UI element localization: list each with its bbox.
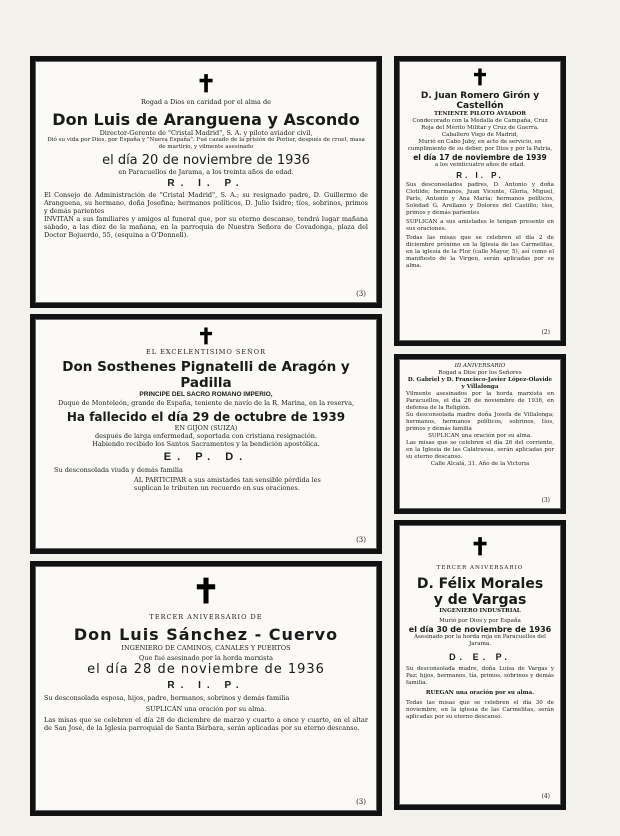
age-text: a los veinticuatro años de edad. xyxy=(434,162,526,168)
anniversary-text: III ANIVERSARIO xyxy=(454,363,506,369)
place-text: Caballero Viejo de Madrid, xyxy=(441,132,519,138)
death-date: Ha fallecido el día 29 de octubre de 1939 xyxy=(66,410,346,424)
bio2-text: Asesinado por la horda roja en Paracuellos del Jarama. xyxy=(414,634,546,647)
bio-text: Murió en Cabo Juby, en acto de servicio, en cumplimiento de su deber, por Dios y por la Patria, xyxy=(407,139,553,152)
rip-text: D. E. P. xyxy=(449,652,511,662)
masses-text: Todas las misas que se celebren el día 2 de diciembre próximo en la Iglesia de las Carmelitas, en la iglesia de la Flor (calle Mayor, 5), así como el manifiesto de la Virgen, serán aplicadas por su alma. xyxy=(406,235,554,269)
family-text: Su desconsolada esposa, hijos, padre, hermanos, sobrinos y demás familia xyxy=(44,694,290,702)
masses-text: Las misas que se celebren el día 26 del corriente, en la Iglesia de las Calatravas, serán aplicadas por su eterno descanso. xyxy=(406,440,554,460)
role-text: INGENIERO INDUSTRIAL xyxy=(439,608,521,614)
obituary-morales-vargas xyxy=(394,520,566,810)
ref-number: (3) xyxy=(541,497,550,504)
deceased-name: Don Sosthenes Pignatelli de Aragón y Padilla xyxy=(62,359,350,391)
ref-number: (4) xyxy=(541,793,550,800)
masses-text: Las misas que se celebren el día 28 de diciembre de marzo y cuarto a once y cuarto, en el altar de San José, de la Iglesia parroquial de Santa Bárbara, serán aplicadas por su eterno descanso. xyxy=(44,716,368,732)
death-date: el día 28 de noviembre de 1936 xyxy=(87,662,325,677)
title-prefix: EL EXCELENTISIMO SEÑOR xyxy=(146,348,266,356)
ref-number: (2) xyxy=(541,329,550,336)
age-text: en Paracuellos de Jarama, a los treinta años de edad. xyxy=(118,168,294,176)
death-date: el día 17 de noviembre de 1939 xyxy=(413,153,547,162)
intro-text: Rogad a Dios por los Señores xyxy=(438,370,522,376)
anniversary-text: TERCER ANIVERSARIO DE xyxy=(149,613,263,621)
obituary-pignatelli xyxy=(30,314,382,554)
deceased-name-line2: y de Vargas xyxy=(433,592,527,608)
masses-text: Todas las misas que se celebren el día 30 de noviembre, en la iglesia de las Carmelitas, serán aplicadas por su eterno descanso. xyxy=(406,700,554,720)
ruegan-text: RUEGAN una oración por su alma. xyxy=(425,690,535,696)
family-text: El Consejo de Administración de "Cristal Madrid", S. A.; su resignado padre, D. Guillermo de Aranguena, su hermano, doña Josefina; hermanos políticos, D. Julio Isidro; tíos, sobrinos, primos y demás parientes xyxy=(44,191,368,215)
bio-text: Dió su vida por Dios, por España y "Nueva España". Fué cazado de la prisión de Porlier, después de cruel, masa de martirio, y vilmente asesinado xyxy=(47,137,365,150)
suplican-text: SUPLICAN una oración por su alma. xyxy=(145,705,267,713)
deceased-name: D. Juan Romero Girón y Castellón xyxy=(420,91,540,111)
participar-text: AL PARTICIPAR a sus amistades tan sensible pérdida les suplican le tributen un recuerdo en sus oraciones. xyxy=(134,476,321,492)
after-text: después de larga enfermedad, soportada con cristiana resignación. xyxy=(94,432,318,440)
deceased-name: Don Luis Sánchez - Cuervo xyxy=(73,625,339,644)
death-date: el día 20 de noviembre de 1936 xyxy=(102,153,310,168)
intro-text: Rogad a Dios en caridad por el alma de xyxy=(141,98,271,106)
obituary-sanchez-cuervo xyxy=(30,561,382,816)
place-text: EN GIJON (SUIZA) xyxy=(174,424,238,432)
cross-icon: ✝ xyxy=(196,324,216,350)
obituary-lopez-olavide xyxy=(394,354,566,514)
honors-text: Condecorado con la Medalla de Campaña, Cruz Roja del Mérito Militar y Cruz de Guerra. xyxy=(412,118,548,131)
deceased-name: Don Luis de Aranguena y Ascondo xyxy=(52,110,360,129)
ref-number: (3) xyxy=(356,290,366,298)
ref-number: (3) xyxy=(356,798,366,806)
death-date: el día 30 de noviembre de 1936 xyxy=(408,625,552,634)
deceased-name-line1: D. Félix Morales xyxy=(416,576,544,592)
family-text: Su desconsolada madre doña Josefa de Villalonga; hermanos, hermanos políticos, sobrinos, tíos, primos y demás familia xyxy=(406,412,554,432)
anniversary-text: TERCER ANIVERSARIO xyxy=(436,565,524,571)
obituary-aranguena xyxy=(30,56,382,308)
cross-icon: ✝ xyxy=(470,65,490,91)
role-text: Director-Gerente de "Cristal Madrid", S. A. y piloto aviador civil, xyxy=(99,129,313,137)
rank-text: PRINCIPE DEL SACRO ROMANO IMPERIO, xyxy=(139,391,273,398)
obituary-romero-giron xyxy=(394,56,566,346)
deceased-name: D. Gabriel y D. Francisco-Javier López-Olavide y Villalonga xyxy=(407,377,553,390)
bio-text: Vilmente asesinados por la horda marxista en Paracuellos, el día 26 de noviembre de 1936, en defensa de la Religión. xyxy=(406,391,554,411)
rip-text: E. P. D. xyxy=(163,451,249,463)
sacraments-text: Habiendo recibido los Santos Sacramentos y la bendición apostólica. xyxy=(92,440,320,448)
rip-text: R. I. P. xyxy=(167,680,245,691)
rip-text: R. I. P. xyxy=(456,171,504,180)
street-text: Calle Alcalá, 31. Año de la Victoria xyxy=(430,461,530,467)
cross-icon: ✝ xyxy=(191,572,221,612)
role-text: INGENIERO DE CAMINOS, CANALES Y PUERTOS xyxy=(121,644,291,652)
dukes-text: Duque de Monteleón, grande de España, teniente de navío de la R. Marina, en la reserva, xyxy=(57,399,355,407)
bio-text: Murió por Dios y por España xyxy=(439,618,521,624)
rip-text: R. I. P. xyxy=(167,178,245,189)
invite-text: INVITAN a sus familiares y amigos al funeral que, por su eterno descanso, tendrá lugar mañana sábado, a las diez de la mañana, en la parroquia de Nuestra Señora de Covadonga, plaza del Doctor Bojuerdo, 55, (esquina a O'Donnell). xyxy=(44,215,368,239)
murdered-text: Que fué asesinado por la horda marxista xyxy=(139,654,273,662)
cross-icon: ✝ xyxy=(195,69,217,98)
suplican-text: SUPLICAN una oración por su alma. xyxy=(428,433,532,439)
ref-number: (3) xyxy=(356,536,366,544)
cross-icon: ✝ xyxy=(469,532,491,561)
role-text: TENIENTE PILOTO AVIADOR xyxy=(433,111,527,117)
widow-text: Su desconsolada viuda y demás familia xyxy=(54,466,183,474)
suplican-text: SUPLICAN a sus amistades le tengan presente en sus oraciones. xyxy=(406,219,554,232)
family-text: Su desconsolada madre, doña Luisa de Vargas y Paz; hijos, hermanos, tía, primos, sobrinos y demás familia. xyxy=(406,666,554,686)
family-text: Sus desconsolados padres, D. Antonio y doña Clotilde; hermanos, Juan Vicente, Gloria, Miguel, Paris, Antonio y Ana María; hermanos políticos, Soledad G. Arellano y Dolores del Castillo; tíos, primos y demás parientes xyxy=(406,182,554,216)
